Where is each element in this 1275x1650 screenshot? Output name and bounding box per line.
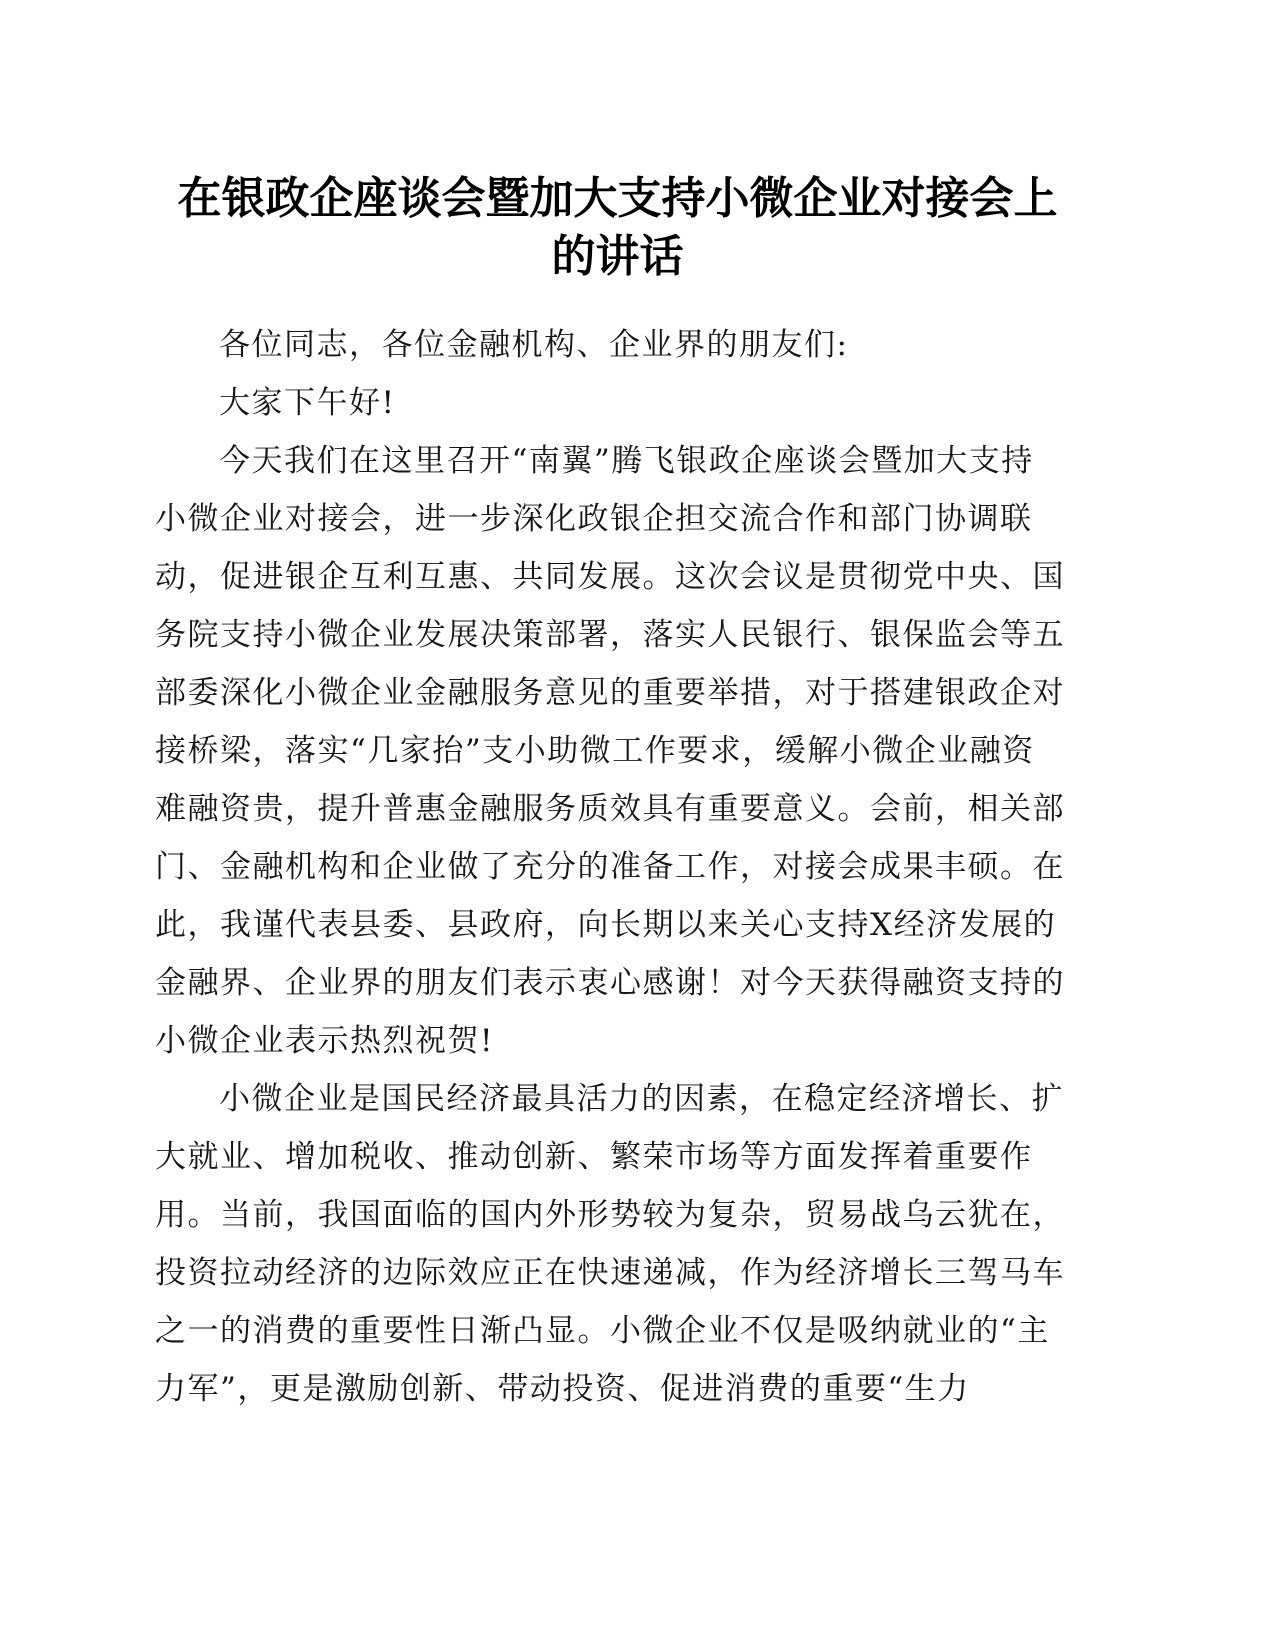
paragraph-1-line: 此，我谨代表县委、县政府，向长期以来关心支持X经济发展的	[155, 907, 1057, 943]
paragraph-2-line: 小微企业是国民经济最具活力的因素，在稳定经济增长、扩	[219, 1081, 1064, 1117]
paragraph-2-line: 用。当前，我国面临的国内外形势较为复杂，贸易战乌云犹在，	[155, 1197, 1065, 1233]
greeting-line: 大家下午好!	[219, 385, 396, 421]
title-line-1: 在银政企座谈会暨加大支持小微企业对接会上	[177, 173, 1058, 224]
paragraph-2-line: 力军”，更是激励创新、带动投资、促进消费的重要“生力	[155, 1371, 970, 1407]
paragraph-1-line: 接桥梁，落实“几家抬”支小助微工作要求，缓解小微企业融资	[155, 733, 1035, 769]
paragraph-1-line: 难融资贵，提升普惠金融服务质效具有重要意义。会前，相关部	[155, 791, 1065, 827]
paragraph-1-line: 门、金融机构和企业做了充分的准备工作，对接会成果丰硕。在	[155, 849, 1065, 885]
paragraph-1-line: 今天我们在这里召开“南翼”腾飞银政企座谈会暨加大支持	[219, 443, 1034, 479]
paragraph-1-line: 务院支持小微企业发展决策部署，落实人民银行、银保监会等五	[155, 617, 1065, 653]
document-body	[155, 316, 1090, 1418]
paragraph-1-line: 小微企业表示热烈祝贺!	[155, 1023, 494, 1059]
paragraph-2-line: 投资拉动经济的边际效应正在快速递减，作为经济增长三驾马车	[155, 1255, 1065, 1291]
paragraph-1-line: 动，促进银企互利互惠、共同发展。这次会议是贯彻党中央、国	[155, 559, 1065, 595]
salutation-line: 各位同志，各位金融机构、企业界的朋友们:	[219, 327, 849, 363]
paragraph-1-line: 部委深化小微企业金融服务意见的重要举措，对于搭建银政企对	[155, 675, 1065, 711]
paragraph-1-line: 小微企业对接会，进一步深化政银企担交流合作和部门协调联	[155, 501, 1033, 537]
paragraph-2-line: 大就业、增加税收、推动创新、繁荣市场等方面发挥着重要作	[155, 1139, 1033, 1175]
document-title	[150, 170, 1085, 286]
paragraph-1-line: 金融界、企业界的朋友们表示衷心感谢！对今天获得融资支持的	[155, 965, 1065, 1001]
title-line-2: 的讲话	[551, 231, 684, 282]
paragraph-2-line: 之一的消费的重要性日渐凸显。小微企业不仅是吸纳就业的“主	[155, 1313, 1050, 1349]
